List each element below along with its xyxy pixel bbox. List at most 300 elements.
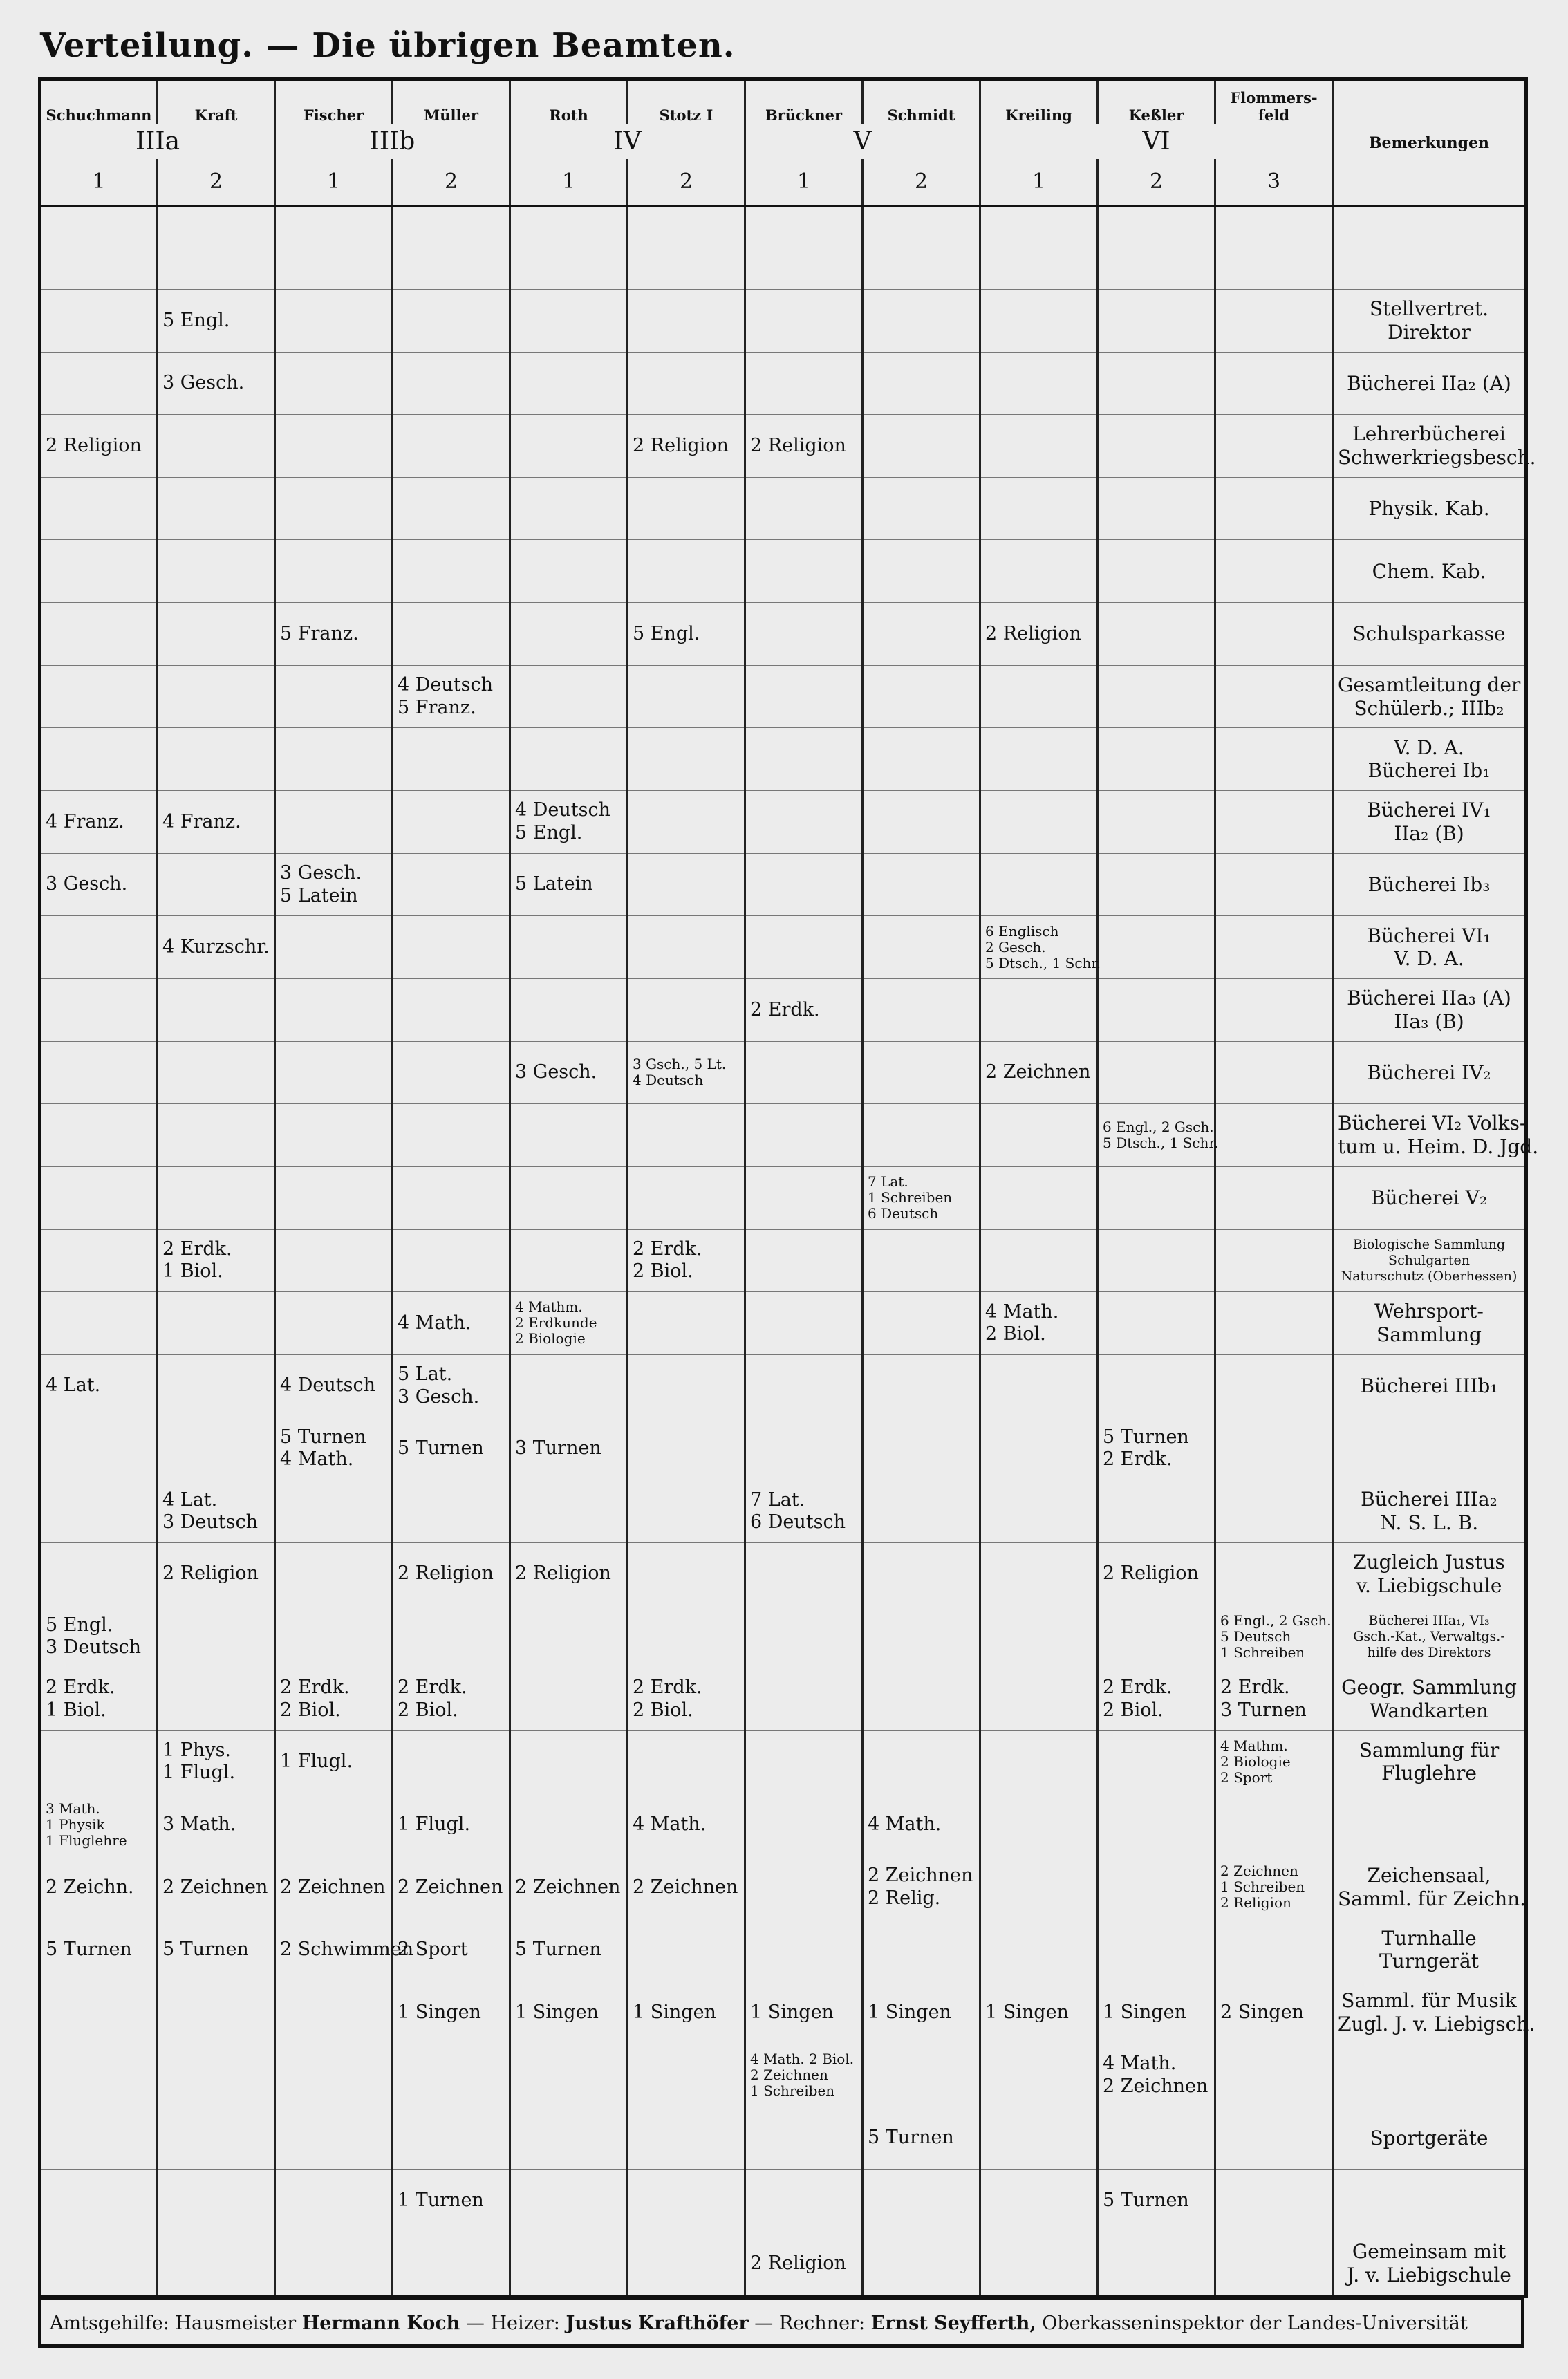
lesson-cell [628,352,745,415]
lesson-cell [393,1542,510,1605]
lesson-cell [980,2107,1098,2170]
lesson-cell [393,477,510,540]
lesson-cell [1215,1919,1333,1981]
lesson-cell [1215,1229,1333,1292]
lesson-entry: 1 Singen [750,2001,834,2023]
lesson-entry: 2 Biol. [1103,1699,1164,1721]
schedule-row [40,415,1527,478]
lesson-cell [1215,665,1333,728]
lesson-cell [40,352,158,415]
lesson-cell [40,1919,158,1981]
lesson-cell [275,2232,393,2296]
lesson-cell [628,1480,745,1543]
lesson-cell [745,728,863,791]
lesson-cell [1098,978,1215,1041]
lesson-cell [1098,1480,1215,1543]
lesson-entry: 2 Erdk. [398,1677,467,1699]
lesson-cell [628,415,745,478]
lesson-entry: 2 Erdkunde [515,1314,597,1332]
lesson-entry: 2 Erdk. [750,998,820,1020]
lesson-cell [628,2044,745,2107]
lesson-cell [1098,2232,1215,2296]
lesson-entry: 2 Singen [1220,2001,1304,2023]
lesson-cell [275,1542,393,1605]
lesson-cell [40,791,158,854]
lesson-entry: 5 Turnen [1103,2189,1189,2211]
lesson-cell [158,791,275,854]
lesson-entry: 4 Deutsch [280,1374,375,1397]
lesson-cell [40,1668,158,1731]
schedule-row [40,791,1527,854]
lesson-cell [1215,853,1333,916]
footer-label-assistant: Amtsgehilfe: [50,2313,169,2334]
lesson-cell [745,916,863,979]
lesson-cell [158,1542,275,1605]
lesson-cell [745,2170,863,2232]
lesson-cell [1098,2107,1215,2170]
lesson-entry: 1 Schreiben [1220,1643,1305,1661]
lesson-cell [1215,1166,1333,1229]
lesson-cell [393,978,510,1041]
lesson-cell [980,791,1098,854]
lesson-cell [863,2107,980,2170]
remark-line: Sammlung [1376,1323,1482,1346]
lesson-entry: 2 Religion [515,1562,611,1585]
lesson-cell [1098,1981,1215,2044]
lesson-cell [393,1354,510,1417]
lesson-cell [40,1605,158,1668]
lesson-entry: 5 Dtsch., 1 Schr. [1103,1135,1219,1152]
lesson-cell [40,665,158,728]
lesson-entry: 3 Gesch. [162,372,245,394]
lesson-cell [1098,2044,1215,2107]
lesson-cell [158,2107,275,2170]
column-number: 1 [980,159,1098,206]
lesson-cell [510,1793,628,1856]
lesson-entry: 3 Gesch. [398,1386,480,1408]
lesson-cell [1215,1292,1333,1355]
lesson-cell [393,728,510,791]
remark-cell [1333,728,1527,791]
lesson-cell [40,1542,158,1605]
lesson-cell [980,477,1098,540]
lesson-cell [158,1480,275,1543]
lesson-entry: 4 Lat. [46,1374,101,1397]
lesson-entry: 2 Biologie [515,1330,586,1347]
lesson-cell [980,1605,1098,1668]
lesson-cell [393,1417,510,1480]
lesson-cell [1215,1417,1333,1480]
lesson-entry: 2 Religion [1220,1894,1291,1912]
lesson-cell [1215,1668,1333,1731]
lesson-entry: 3 Deutsch [162,1511,258,1533]
lesson-cell [158,1981,275,2044]
lesson-cell [275,978,393,1041]
lesson-cell [275,1730,393,1793]
lesson-cell [275,477,393,540]
lesson-entry: 3 Turnen [515,1437,601,1459]
lesson-entry: 2 Erdk. [1103,1448,1173,1471]
lesson-cell [393,1041,510,1104]
lesson-cell [628,728,745,791]
remark-cell [1333,352,1527,415]
schedule-row [40,665,1527,728]
lesson-cell [40,916,158,979]
lesson-entry: 4 Math. [868,1813,942,1835]
lesson-cell [1215,1354,1333,1417]
lesson-entry: 2 Religion [750,434,846,456]
lesson-cell [393,1919,510,1981]
lesson-cell [745,2232,863,2296]
lesson-entry: 2 Zeichnen [515,1876,621,1898]
lesson-cell [1215,791,1333,854]
lesson-cell [980,1730,1098,1793]
schedule-row [40,540,1527,603]
lesson-entry: 1 Singen [515,2001,599,2023]
lesson-cell [980,728,1098,791]
class-group-label: V [745,124,980,159]
lesson-cell [628,853,745,916]
schedule-row [40,289,1527,352]
lesson-entry: 2 Zeichnen [1103,2075,1208,2097]
remark-cell [1333,1730,1527,1793]
schedule-row [40,1292,1527,1355]
lesson-cell [863,1041,980,1104]
lesson-cell [158,1793,275,1856]
lesson-cell [40,728,158,791]
lesson-cell [275,540,393,603]
lesson-cell [393,1166,510,1229]
lesson-cell [40,289,158,352]
schedule-row [40,1104,1527,1167]
remark-line: Bücherei IV₂ [1367,1061,1491,1084]
lesson-cell [863,791,980,854]
remark-line: Bücherei IIa₂ (A) [1347,371,1511,395]
remark-line: Bücherei Ib₁ [1368,759,1491,783]
lesson-cell [40,1166,158,1229]
lesson-cell [980,1480,1098,1543]
lesson-entry: 2 Religion [398,1562,494,1585]
lesson-entry: 4 Kurzschr. [162,935,270,958]
lesson-cell [510,978,628,1041]
remark-cell [1333,2232,1527,2296]
teacher-name: Flommers-feld [1215,80,1333,124]
lesson-cell [863,1919,980,1981]
lesson-cell [275,1981,393,2044]
lesson-cell [510,289,628,352]
remark-cell [1333,1856,1527,1919]
staff-footer [38,2298,1524,2348]
lesson-cell [863,2044,980,2107]
lesson-entry: 5 Deutsch [1220,1627,1291,1645]
lesson-cell [863,289,980,352]
lesson-cell [275,352,393,415]
remark-line: Stellvertret. [1369,297,1489,321]
remark-line: IIa₂ (B) [1394,821,1464,845]
remark-line: Fluglehre [1381,1762,1477,1785]
lesson-cell [745,1730,863,1793]
lesson-cell [510,791,628,854]
lesson-cell [510,1104,628,1167]
remark-cell [1333,1104,1539,1167]
spacer-row [40,206,1527,289]
remark-line: Bücherei IIIa₁, VI₃ [1368,1613,1490,1628]
lesson-cell [745,791,863,854]
lesson-entry: 4 Math. [985,1300,1059,1323]
lesson-cell [628,978,745,1041]
lesson-cell [980,1229,1098,1292]
remark-cell [1333,1041,1527,1104]
lesson-cell [1098,477,1215,540]
lesson-cell [510,1229,628,1292]
remark-line: J. v. Liebigschule [1347,2263,1511,2286]
lesson-cell [863,1793,980,1856]
schedule-row [40,1856,1527,1919]
lesson-cell [393,916,510,979]
lesson-cell [393,1981,510,2044]
lesson-cell [275,2170,393,2232]
lesson-entry: 2 Zeichn. [46,1876,134,1898]
lesson-entry: 1 Schreiben [1220,1878,1305,1896]
lesson-entry: 3 Turnen [1220,1699,1307,1721]
lesson-entry: 1 Singen [985,2001,1069,2023]
remark-line: Gemeinsam mit [1352,2240,1506,2264]
lesson-cell [510,1480,628,1543]
remark-cell [1333,289,1527,352]
lesson-entry: 2 Religion [985,622,1081,644]
lesson-entry: 2 Biol. [985,1323,1046,1345]
lesson-cell [980,978,1098,1041]
schedule-row [40,603,1527,666]
lesson-cell [393,665,510,728]
remark-line: Naturschutz (Oberhessen) [1341,1268,1518,1284]
lesson-cell [745,978,863,1041]
lesson-cell [158,1668,275,1731]
remark-cell [1333,415,1536,478]
lesson-cell [863,1229,980,1292]
schedule-row [40,2107,1527,2170]
remark-line: Samml. für Zeichn. [1338,1887,1527,1910]
lesson-cell [1215,1856,1333,1919]
lesson-cell [1098,916,1215,979]
lesson-cell [628,477,745,540]
lesson-cell [40,1480,158,1543]
lesson-cell [863,603,980,666]
lesson-entry: 4 Mathm. [515,1298,583,1316]
lesson-cell [40,2107,158,2170]
lesson-cell [275,2044,393,2107]
lesson-entry: 4 Deutsch [633,1072,704,1089]
lesson-cell [628,1981,745,2044]
lesson-cell [628,1041,745,1104]
remark-cell [1333,665,1527,728]
lesson-cell [1215,352,1333,415]
lesson-cell [628,1856,745,1919]
lesson-cell [1215,477,1333,540]
lesson-cell [40,1856,158,1919]
remark-cell [1333,978,1527,1041]
lesson-cell [158,1041,275,1104]
lesson-entry: 2 Erdk. [633,1677,702,1699]
remark-line: Schülerb.; IIIb₂ [1354,696,1504,720]
lesson-cell [980,1041,1098,1104]
column-number: 2 [1098,159,1215,206]
lesson-cell [628,916,745,979]
lesson-cell [393,352,510,415]
lesson-cell [980,1354,1098,1417]
lesson-entry: 5 Turnen [868,2127,954,2149]
lesson-cell [980,415,1098,478]
lesson-entry: 2 Biol. [280,1699,341,1721]
lesson-cell [393,540,510,603]
lesson-cell [1098,1605,1215,1668]
lesson-cell [393,1730,510,1793]
remark-line: V. D. A. [1394,736,1464,759]
lesson-entry: 2 Zeichnen [280,1876,386,1898]
lesson-cell [510,2170,628,2232]
lesson-cell [158,853,275,916]
remark-line: Direktor [1388,320,1471,344]
lesson-cell [510,1542,628,1605]
lesson-cell [393,2044,510,2107]
lesson-cell [628,1292,745,1355]
lesson-cell [745,2044,863,2107]
lesson-entry: 1 Fluglehre [46,1831,127,1849]
class-group-label: IIIa [40,124,275,159]
lesson-cell [158,2170,275,2232]
teacher-name: Schuchmann [40,80,158,124]
lesson-entry: 2 Zeichnen [633,1876,738,1898]
lesson-cell [1098,352,1215,415]
lesson-cell [510,665,628,728]
lesson-cell [393,2107,510,2170]
lesson-cell [863,1605,980,1668]
lesson-cell [40,603,158,666]
lesson-entry: 2 Sport [398,1939,468,1961]
lesson-cell [158,665,275,728]
schedule-row [40,853,1527,916]
class-header-row [40,124,1527,159]
lesson-cell [1215,1981,1333,2044]
lesson-cell [510,1981,628,2044]
lesson-cell [628,1919,745,1981]
lesson-cell [275,2107,393,2170]
lesson-cell [158,1292,275,1355]
lesson-cell [275,1919,414,1981]
lesson-entry: 4 Lat. [162,1489,218,1511]
remark-cell [1333,1542,1527,1605]
lesson-entry: 6 Engl., 2 Gsch. [1103,1119,1214,1136]
remark-line: Physik. Kab. [1368,496,1490,520]
lesson-cell [745,603,863,666]
lesson-cell [628,2170,745,2232]
lesson-cell [510,1354,628,1417]
lesson-cell [158,1730,275,1793]
lesson-cell [628,1542,745,1605]
lesson-cell [40,1730,158,1793]
lesson-cell [1098,728,1215,791]
teacher-header-row [40,80,1527,124]
teacher-name: Schmidt [863,80,980,124]
lesson-cell [628,1104,745,1167]
remark-line: Bücherei VI₁ [1367,924,1491,947]
class-group-label: IIIb [275,124,510,159]
remarks-header: Bemerkungen [1333,80,1527,207]
accountant-name: Ernst Seyfferth, [870,2313,1036,2334]
lesson-entry: 2 Biol. [633,1699,693,1721]
lesson-cell [980,1919,1098,1981]
schedule-row [40,1793,1527,1856]
lesson-entry: 2 Zeichnen [750,2067,828,2084]
lesson-cell [745,1104,863,1167]
lesson-cell [745,1981,863,2044]
lesson-cell [980,1793,1098,1856]
lesson-cell [510,540,628,603]
lesson-cell [393,1856,510,1919]
lesson-entry: 5 Turnen [1103,1426,1189,1448]
lesson-cell [1098,1542,1215,1605]
schedule-table [38,77,1539,2298]
lesson-cell [393,1104,510,1167]
lesson-cell [510,415,628,478]
lesson-cell [628,1229,745,1292]
lesson-cell [158,540,275,603]
lesson-entry: 5 Engl. [515,821,583,843]
lesson-cell [745,1668,863,1731]
lesson-cell [980,1104,1098,1167]
lesson-cell [275,1856,393,1919]
lesson-entry: 4 Math. [398,1312,472,1334]
lesson-cell [1215,916,1333,979]
lesson-cell [1098,1166,1215,1229]
lesson-cell [745,415,863,478]
lesson-cell [863,853,980,916]
lesson-cell [158,1354,275,1417]
remark-cell [1333,1981,1536,2044]
lesson-entry: 3 Math. [162,1813,236,1835]
schedule-row [40,1605,1527,1668]
column-number: 2 [393,159,510,206]
lesson-entry: 1 Singen [868,2001,951,2023]
teacher-name: Brückner [745,80,863,124]
lesson-cell [40,1104,158,1167]
lesson-entry: 2 Zeichnen [398,1876,503,1898]
column-number: 1 [510,159,628,206]
remark-line: Wehrsport- [1374,1300,1484,1323]
lesson-cell [275,289,393,352]
remark-cell [1333,2170,1527,2232]
lesson-entry: 2 Zeichnen [162,1876,268,1898]
lesson-cell [275,1104,393,1167]
remark-cell [1333,1292,1527,1355]
lesson-entry: 2 Religion [1103,1562,1199,1585]
lesson-entry: 2 Erdk. [280,1677,350,1699]
class-group-label: VI [980,124,1333,159]
lesson-entry: 7 Lat. [868,1173,908,1191]
lesson-cell [510,1605,628,1668]
lesson-cell [40,1292,158,1355]
schedule-row [40,1668,1527,1731]
lesson-cell [393,2170,510,2232]
remark-line: Samml. für Musik [1341,1989,1517,2013]
lesson-entry: 3 Deutsch [46,1636,141,1659]
lesson-entry: 1 Schreiben [750,2082,835,2100]
lesson-cell [158,1104,275,1167]
lesson-cell [745,540,863,603]
lesson-cell [275,1229,393,1292]
column-number-row [40,159,1527,206]
lesson-cell [510,1292,628,1355]
